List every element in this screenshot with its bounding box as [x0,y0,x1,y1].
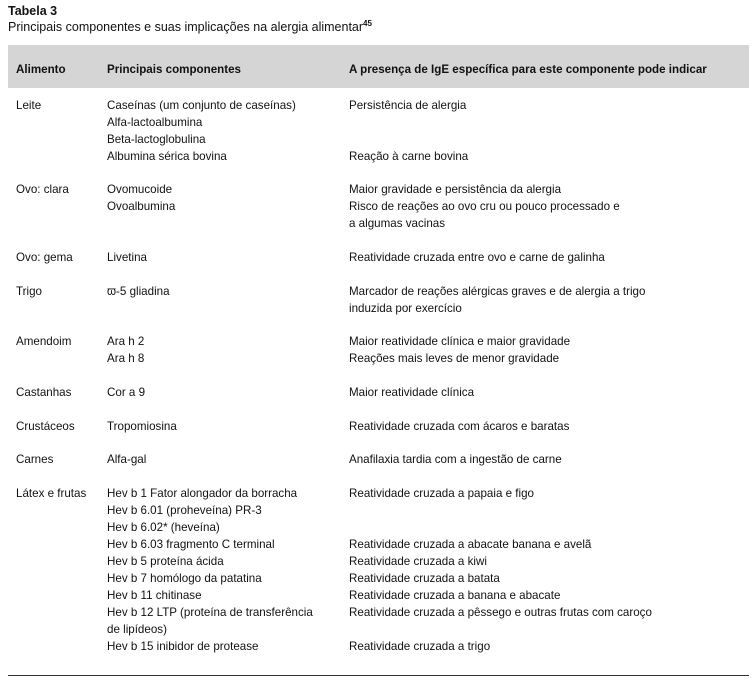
food-cell: Amendoim [16,335,72,348]
implication-line: Reatividade cruzada a pêssego e outras frutas com caroço [349,606,652,619]
food-cell: Látex e frutas [16,487,87,500]
implication-line: Reação à carne bovina [349,150,469,163]
implication-line: Risco de reações ao ovo cru ou pouco processado e [349,200,620,213]
header-food: Alimento [16,63,66,76]
table-header [8,45,749,88]
implication-line: Maior reatividade clínica e maior gravidade [349,335,571,348]
component-line: Livetina [107,251,147,264]
implication-line: Reatividade cruzada a trigo [349,640,491,653]
component-line: Caseínas (um conjunto de caseínas) [107,99,296,112]
component-line: Ara h 8 [107,352,145,365]
component-line: Beta-lactoglobulina [107,133,206,146]
implication-line: Maior reatividade clínica [349,386,475,399]
implication-line: induzida por exercício [349,302,462,315]
table-bottom-rule [8,675,749,676]
component-line: Hev b 6.02* (heveína) [107,521,220,534]
component-line: Tropomiosina [107,420,177,433]
implication-line: Reatividade cruzada a abacate banana e avelã [349,538,592,551]
component-line: Hev b 12 LTP (proteína de transferência [107,606,313,619]
component-line: Cor a 9 [107,386,146,399]
component-line: Ovomucoide [107,183,173,196]
food-cell: Carnes [16,453,54,466]
component-line: Hev b 7 homólogo da patatina [107,572,262,585]
implication-line: Persistência de alergia [349,99,467,112]
implication-line: Maior gravidade e persistência da alergia [349,183,562,196]
implication-line: Reatividade cruzada com ácaros e baratas [349,420,570,433]
component-line: Alfa-lactoalbumina [107,116,203,129]
food-cell: Crustáceos [16,420,75,433]
component-line: Hev b 5 proteína ácida [107,555,224,568]
header-components: Principais componentes [107,63,242,76]
component-line: Hev b 11 chitinase [107,589,202,602]
component-line: de lipídeos) [107,623,167,636]
implication-line: Anafilaxia tardia com a ingestão de carne [349,453,562,466]
table-subtitle-text: Principais componentes e suas implicações na alergia alimentar [8,20,364,34]
implication-line: Reatividade cruzada a kiwi [349,555,487,568]
component-line: ϖ-5 gliadina [107,285,170,298]
implication-line: Reatividade cruzada a batata [349,572,500,585]
implication-line: a algumas vacinas [349,217,446,230]
food-cell: Ovo: clara [16,183,69,196]
component-line: Ara h 2 [107,335,145,348]
table-title: Tabela 3 [8,4,58,18]
implication-line: Marcador de reações alérgicas graves e de alergia a trigo [349,285,646,298]
header-implication: A presença de IgE específica para este componente pode indicar [349,63,707,76]
component-line: Hev b 6.01 (proheveína) PR-3 [107,504,262,517]
food-cell: Castanhas [16,386,72,399]
component-line: Alfa-gal [107,453,147,466]
implication-line: Reatividade cruzada a banana e abacate [349,589,561,602]
component-line: Albumina sérica bovina [107,150,227,163]
food-cell: Leite [16,99,42,112]
implication-line: Reatividade cruzada entre ovo e carne de galinha [349,251,605,264]
food-cell: Ovo: gema [16,251,73,264]
component-line: Hev b 15 inibidor de protease [107,640,259,653]
reference-superscript: 45 [363,18,372,28]
component-line: Ovoalbumina [107,200,176,213]
implication-line: Reatividade cruzada a papaia e figo [349,487,534,500]
table-subtitle [8,20,372,34]
component-line: Hev b 1 Fator alongador da borracha [107,487,298,500]
component-line: Hev b 6.03 fragmento C terminal [107,538,275,551]
implication-line: Reações mais leves de menor gravidade [349,352,560,365]
food-cell: Trigo [16,285,42,298]
